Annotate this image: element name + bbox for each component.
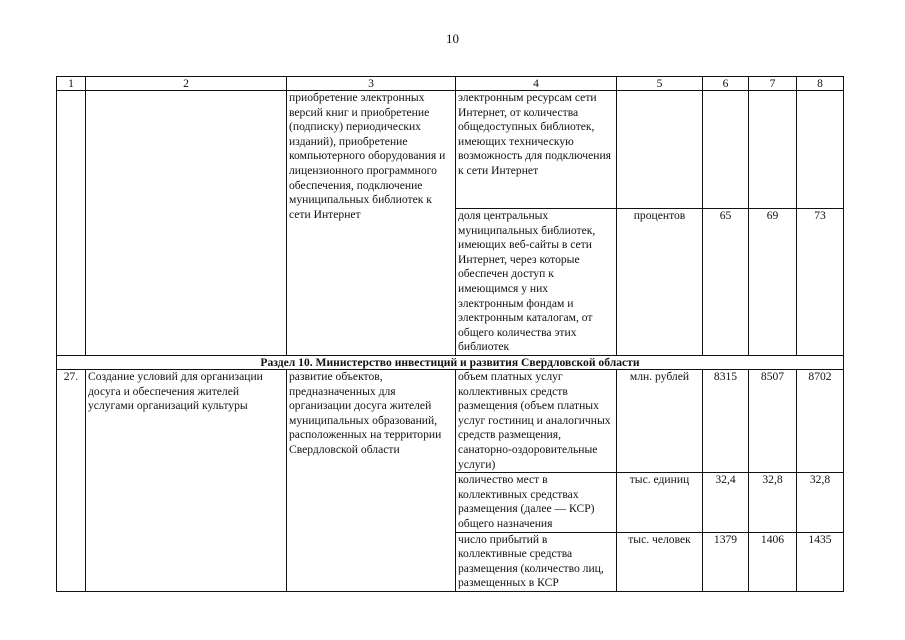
task-cell: приобретение электронных версий книг и приобретение (подписку) периодических изданий), приобретение компьютерного оборудования и лицензионного программного обеспечения, подключение муниципальных библиотек к сети Интернет [287, 91, 456, 356]
num-cell [57, 91, 86, 356]
value-cell: 8315 [703, 370, 749, 473]
indicator-cell: электронным ресурсам сети Интернет, от количества общедоступных библиотек, имеющих техническую возможность для подключения к сети Интернет [456, 91, 617, 209]
header-cell: 2 [86, 77, 287, 91]
value-cell [797, 91, 844, 209]
value-cell: 73 [797, 209, 844, 356]
header-cell: 4 [456, 77, 617, 91]
value-cell: 32,8 [749, 473, 797, 532]
value-cell: 1406 [749, 532, 797, 591]
value-cell: 32,4 [703, 473, 749, 532]
section-row [57, 356, 844, 370]
value-cell [749, 91, 797, 209]
indicator-cell: доля центральных муниципальных библиотек, имеющих веб-сайты в сети Интернет, через которые обеспечен доступ к имеющимся у них электронным фондам и электронным каталогам, от общего количества этих библиотек [456, 209, 617, 356]
unit-cell: млн. рублей [617, 370, 703, 473]
header-cell: 5 [617, 77, 703, 91]
value-cell [703, 91, 749, 209]
value-cell: 65 [703, 209, 749, 356]
header-cell: 6 [703, 77, 749, 91]
value-cell: 8702 [797, 370, 844, 473]
table-row [57, 370, 844, 473]
header-cell: 8 [797, 77, 844, 91]
value-cell: 1379 [703, 532, 749, 591]
num-cell: 27. [57, 370, 86, 592]
goal-cell [86, 91, 287, 356]
task-cell: развитие объектов, предназначенных для организации досуга жителей муниципальных образований, расположенных на территории Свердловской области [287, 370, 456, 592]
goal-cell: Создание условий для организации досуга и обеспечения жителей услугами организаций культуры [86, 370, 287, 592]
indicator-cell: количество мест в коллективных средствах размещения (далее — КСР) общего назначения [456, 473, 617, 532]
indicators-table [56, 76, 844, 592]
value-cell: 1435 [797, 532, 844, 591]
value-cell: 8507 [749, 370, 797, 473]
unit-cell: процентов [617, 209, 703, 356]
header-cell: 3 [287, 77, 456, 91]
page-number: 10 [446, 31, 459, 46]
value-cell: 69 [749, 209, 797, 356]
indicator-cell: число прибытий в коллективные средства размещения (количество лиц, размещенных в КСР [456, 532, 617, 591]
indicator-cell: объем платных услуг коллективных средств размещения (объем платных услуг гостиниц и аналогичных средств размещения, санаторно-оздоровительные услуги) [456, 370, 617, 473]
unit-cell [617, 91, 703, 209]
header-cell: 7 [749, 77, 797, 91]
unit-cell: тыс. человек [617, 532, 703, 591]
section-title: Раздел 10. Министерство инвестиций и развития Свердловской области [57, 356, 844, 370]
unit-cell: тыс. единиц [617, 473, 703, 532]
table-row [57, 91, 844, 209]
table-header-row [57, 77, 844, 91]
header-cell: 1 [57, 77, 86, 91]
value-cell: 32,8 [797, 473, 844, 532]
